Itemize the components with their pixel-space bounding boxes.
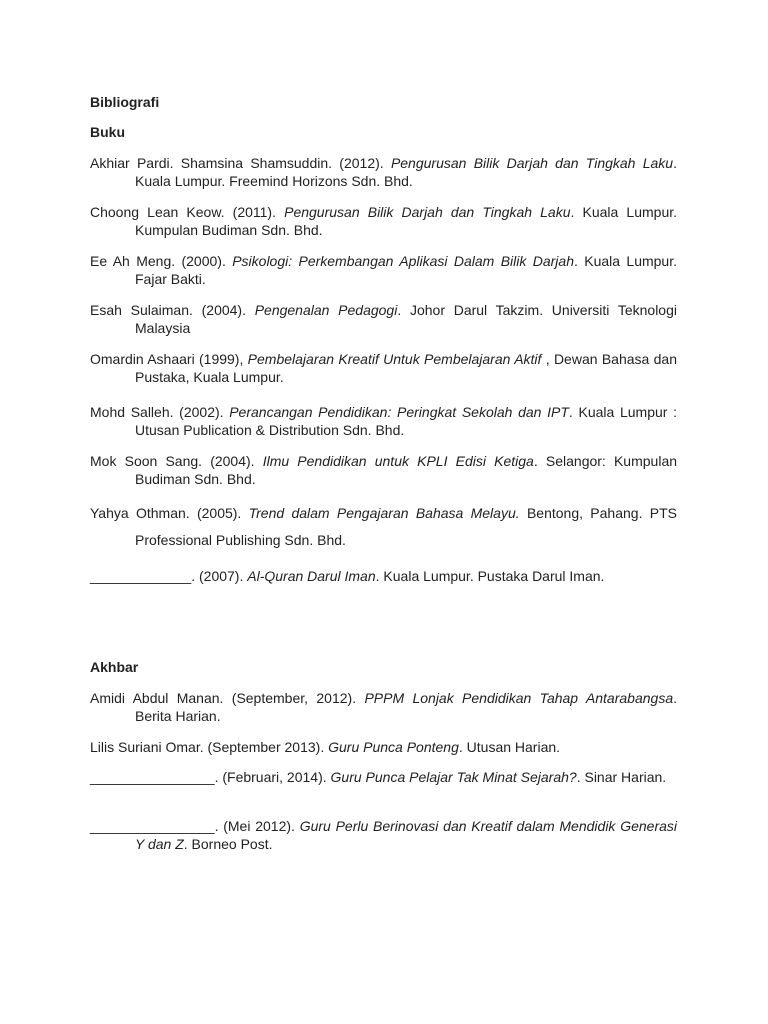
reference-entry: _____________. (2007). Al-Quran Darul Iman. Kuala Lumpur. Pustaka Darul Iman. <box>90 568 605 584</box>
reference-title: Pengenalan Pedagogi <box>254 302 398 318</box>
page-title: Bibliografi <box>90 94 160 110</box>
reference-title: Psikologi: Perkembangan Aplikasi Dalam Bilik Darjah <box>232 253 574 269</box>
reference-entry: ________________. (Mei 2012). Guru Perlu Berinovasi dan Kreatif dalam Mendidik Generasi Y dan Z. Borneo Post. <box>90 818 677 852</box>
reference-entry: ________________. (Februari, 2014). Guru Punca Pelajar Tak Minat Sejarah?. Sinar Harian. <box>90 769 667 785</box>
reference-title: Pengurusan Bilik Darjah dan Tingkah Laku <box>390 155 674 171</box>
reference-entry: Choong Lean Keow. (2011). Pengurusan Bilik Darjah dan Tingkah Laku. Kuala Lumpur. Kumpulan Budiman Sdn. Bhd. <box>90 204 678 238</box>
reference-title: Perancangan Pendidikan: Peringkat Sekolah dan IPT <box>229 404 569 420</box>
reference-title: Trend dalam Pengajaran Bahasa Melayu. <box>248 505 520 521</box>
reference-title: Guru Punca Ponteng <box>328 739 459 755</box>
reference-title: Guru Perlu Berinovasi dan Kreatif dalam Mendidik Generasi Y dan Z <box>135 818 677 852</box>
reference-entry: Amidi Abdul Manan. (September, 2012). PPPM Lonjak Pendidikan Tahap Antarabangsa. Berita Harian. <box>90 690 677 724</box>
reference-title: Pembelajaran Kreatif Untuk Pembelajaran Aktif <box>247 351 542 367</box>
reference-title: PPPM Lonjak Pendidikan Tahap Antarabangsa <box>364 690 674 706</box>
reference-entry: Ee Ah Meng. (2000). Psikologi: Perkembangan Aplikasi Dalam Bilik Darjah. Kuala Lumpur. Fajar Bakti. <box>90 253 677 287</box>
reference-entry: Esah Sulaiman. (2004). Pengenalan Pedagogi. Johor Darul Takzim. Universiti Teknologi Malaysia <box>90 302 677 336</box>
reference-title: Al-Quran Darul Iman <box>247 568 376 584</box>
reference-entry: Omardin Ashaari (1999), Pembelajaran Kreatif Untuk Pembelajaran Aktif , Dewan Bahasa dan Pustaka, Kuala Lumpur. <box>90 351 677 385</box>
reference-entry: Mok Soon Sang. (2004). Ilmu Pendidikan untuk KPLI Edisi Ketiga. Selangor: Kumpulan Budiman Sdn. Bhd. <box>90 453 678 487</box>
section-heading-buku: Buku <box>90 124 125 140</box>
reference-title: Pengurusan Bilik Darjah dan Tingkah Laku <box>284 204 571 220</box>
reference-entry: Yahya Othman. (2005). Trend dalam Pengajaran Bahasa Melayu. Bentong, Pahang. PTS Professional Publishing Sdn. Bhd. <box>90 505 678 548</box>
reference-entry: Mohd Salleh. (2002). Perancangan Pendidikan: Peringkat Sekolah dan IPT. Kuala Lumpur : Utusan Publication & Distribution Sdn. Bhd. <box>90 404 677 438</box>
reference-entry: Lilis Suriani Omar. (September 2013). Guru Punca Ponteng. Utusan Harian. <box>90 739 561 755</box>
reference-title: Guru Punca Pelajar Tak Minat Sejarah? <box>330 769 577 785</box>
reference-entry: Akhiar Pardi. Shamsina Shamsuddin. (2012). Pengurusan Bilik Darjah dan Tingkah Laku. Kuala Lumpur. Freemind Horizons Sdn. Bhd. <box>90 155 677 189</box>
reference-title: Ilmu Pendidikan untuk KPLI Edisi Ketiga <box>262 453 534 469</box>
section-heading-akhbar: Akhbar <box>90 659 139 675</box>
